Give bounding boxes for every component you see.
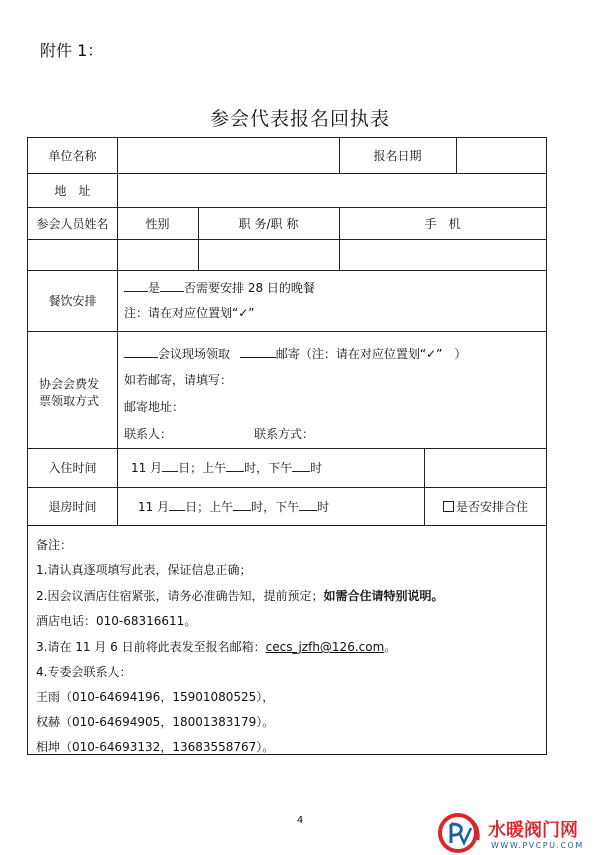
unit-name-field[interactable] <box>118 139 338 172</box>
checkin-time-line: 11 月 日；上午 时，下午 时 <box>131 461 323 475</box>
checkin-pm-blank[interactable] <box>292 459 310 472</box>
checkout-am-blank[interactable] <box>233 498 251 511</box>
dining-no-blank[interactable] <box>160 279 184 292</box>
row-divider <box>28 331 546 332</box>
dining-yes-blank[interactable] <box>124 279 148 292</box>
share-room-option[interactable] <box>425 487 546 525</box>
checkout-pm-blank[interactable] <box>299 498 317 511</box>
checkin-label: 入住时间 <box>48 461 97 475</box>
share-room-label: 是否安排合住 <box>455 499 528 514</box>
checkout-day-blank[interactable] <box>169 498 185 511</box>
note-item-4: 4.专委会联系人： <box>36 665 132 679</box>
attendee-name-label: 参会人员姓名 <box>36 216 109 231</box>
hotel-phone: 酒店电话：010-68316611。 <box>36 614 197 628</box>
mobile-label: 手 机 <box>424 216 461 231</box>
reg-date-field[interactable] <box>457 139 546 172</box>
form-title: 参会代表报名回执表 <box>209 108 390 130</box>
gender-field[interactable] <box>118 240 197 269</box>
watermark-name: 水暖阀门网 <box>488 820 578 841</box>
checkin-day-blank[interactable] <box>162 459 178 472</box>
attendee-name-field[interactable] <box>29 240 116 269</box>
invoice-contact-method-label: 联系方式： <box>254 427 315 441</box>
note-item-3: 3.请在 11 月 6 日前将此表发至报名邮箱：cecs_jzfh@126.com。 <box>36 640 397 654</box>
invoice-address-label: 邮寄地址： <box>124 400 185 414</box>
pv-logo-icon <box>434 810 486 855</box>
watermark-url: WWW.PVCPU.COM <box>491 841 584 850</box>
checkout-time-line: 11 月 日；上午 时，下午 时 <box>138 500 330 514</box>
position-label: 职 务/职 称 <box>238 216 299 231</box>
contact-2: 权赫（010-64694905，18001383179）。 <box>36 715 275 729</box>
address-label: 地 址 <box>54 183 91 198</box>
invoice-if-mail: 如若邮寄，请填写： <box>124 373 233 387</box>
dining-question: 是 否需要安排 28 日的晚餐 <box>124 279 315 296</box>
invoice-mail-blank[interactable] <box>240 345 276 358</box>
row-divider <box>28 525 546 526</box>
page-number: 4 <box>296 815 304 826</box>
contact-1: 王雨（010-64694196，15901080525）， <box>36 690 275 704</box>
invoice-method-line: 会议现场领取 邮寄（注：请在对应位置划“✓” ） <box>124 345 466 362</box>
invoice-label-line1: 协会会费发 <box>39 377 100 391</box>
checkin-am-blank[interactable] <box>226 459 244 472</box>
mobile-field[interactable] <box>340 240 546 269</box>
registration-email-link[interactable]: cecs_jzfh@126.com <box>265 640 385 654</box>
dining-label: 餐饮安排 <box>48 294 97 308</box>
note-item-2: 2.因会议酒店住宿紧张，请务必准确告知，提前预定；如需合住请特别说明。 <box>36 589 444 603</box>
gender-label: 性别 <box>145 216 170 231</box>
notes-heading: 备注： <box>36 538 73 552</box>
invoice-onsite-blank[interactable] <box>124 345 158 358</box>
watermark-logo <box>434 810 600 855</box>
registration-form-table <box>27 137 547 755</box>
address-field[interactable] <box>118 174 546 206</box>
checkout-label: 退房时间 <box>48 499 97 514</box>
note-item-1: 1.请认真逐项填写此表，保证信息正确； <box>36 563 252 577</box>
share-room-checkbox[interactable] <box>443 501 454 512</box>
attachment-label: 附件 1： <box>40 41 104 60</box>
reg-date-label: 报名日期 <box>373 149 422 163</box>
dining-note: 注：请在对应位置划“✓” <box>124 306 255 320</box>
position-field[interactable] <box>199 240 338 269</box>
invoice-label-line2: 票领取方式 <box>39 394 100 408</box>
invoice-contact-label: 联系人： <box>124 427 173 441</box>
unit-name-label: 单位名称 <box>48 149 97 163</box>
contact-3: 相坤（010-64693132，13683558767）。 <box>36 740 275 754</box>
